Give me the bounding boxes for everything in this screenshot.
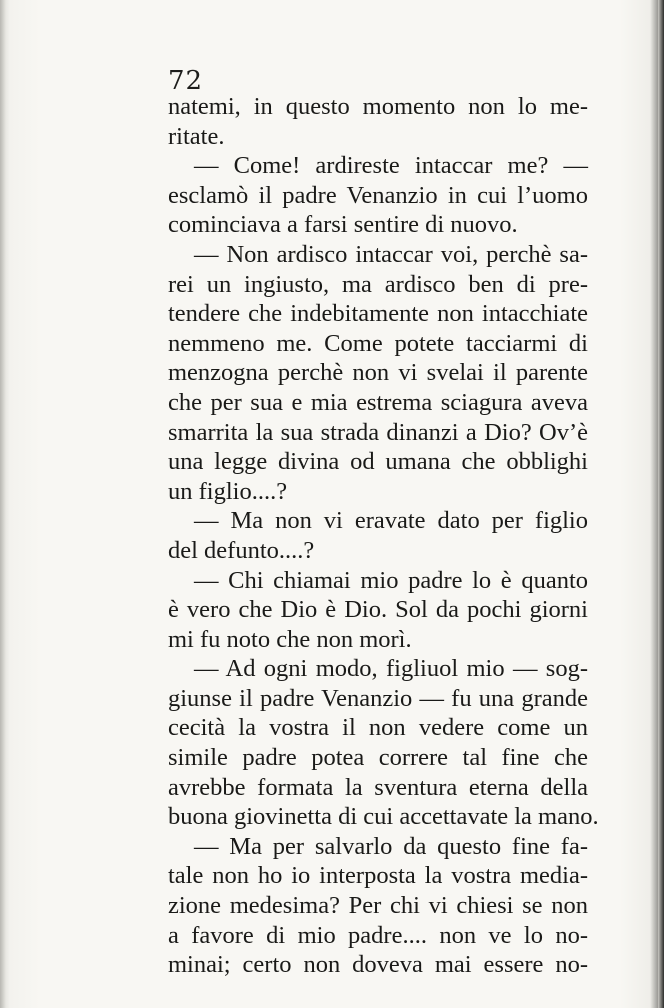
text-line: — Ma non vi eravate dato per figlio (194, 507, 588, 535)
text-line: smarrita la sua strada dinanzi a Dio? Ov’è (168, 418, 588, 446)
text-line: giunse il padre Venanzio — fu una grande (168, 684, 588, 712)
text-line: a favore di mio padre.... non ve lo no- (168, 921, 588, 949)
text-line: rei un ingiusto, ma ardisco ben di pre- (168, 270, 588, 298)
page-right-edge (658, 0, 664, 1008)
text-line: tendere che indebitamente non intacchiate (168, 300, 588, 328)
text-line: simile padre potea correre tal fine che (168, 744, 588, 772)
text-line: è vero che Dio è Dio. Sol da pochi giorni (168, 596, 588, 624)
text-line: natemi, in questo momento non lo me- (168, 93, 588, 120)
text-line: tale non ho io interposta la vostra media- (168, 862, 588, 890)
text-line: — Ma per salvarlo da questo fine fa- (194, 832, 588, 860)
text-line: — Chi chiamai mio padre lo è quanto (194, 566, 588, 594)
page-left-edge (0, 0, 6, 1008)
text-line: ritate. (168, 122, 225, 150)
text-line: una legge divina od umana che obblighi (168, 448, 588, 476)
text-line: un figlio....? (168, 477, 288, 505)
text-line: zione medesima? Per chi vi chiesi se non (168, 892, 588, 920)
text-line: mi fu noto che non morì. (168, 625, 412, 653)
text-line: — Come! ardireste intaccar me? — (194, 152, 588, 180)
text-line: cominciava a farsi sentire di nuovo. (168, 211, 518, 239)
page-number: 72 (168, 66, 204, 96)
text-line: avrebbe formata la sventura eterna della (168, 773, 588, 801)
text-line: — Ad ogni modo, figliuol mio — sog- (194, 655, 588, 683)
text-line: menzogna perchè non vi svelai il parente (168, 359, 588, 387)
text-line: del defunto....? (168, 536, 315, 564)
text-line: nemmeno me. Come potete tacciarmi di (168, 329, 588, 357)
text-line: minai; certo non doveva mai essere no- (168, 951, 588, 979)
text-line: cecità la vostra il non vedere come un (168, 714, 588, 742)
text-line: — Non ardisco intaccar voi, perchè sa- (194, 240, 588, 268)
body-text (168, 92, 599, 980)
text-line: che per sua e mia estrema sciagura aveva (168, 388, 588, 416)
text-line: buona giovinetta di cui accettavate la mano. (168, 803, 599, 831)
text-line: esclamò il padre Venanzio in cui l’uomo (168, 181, 588, 209)
